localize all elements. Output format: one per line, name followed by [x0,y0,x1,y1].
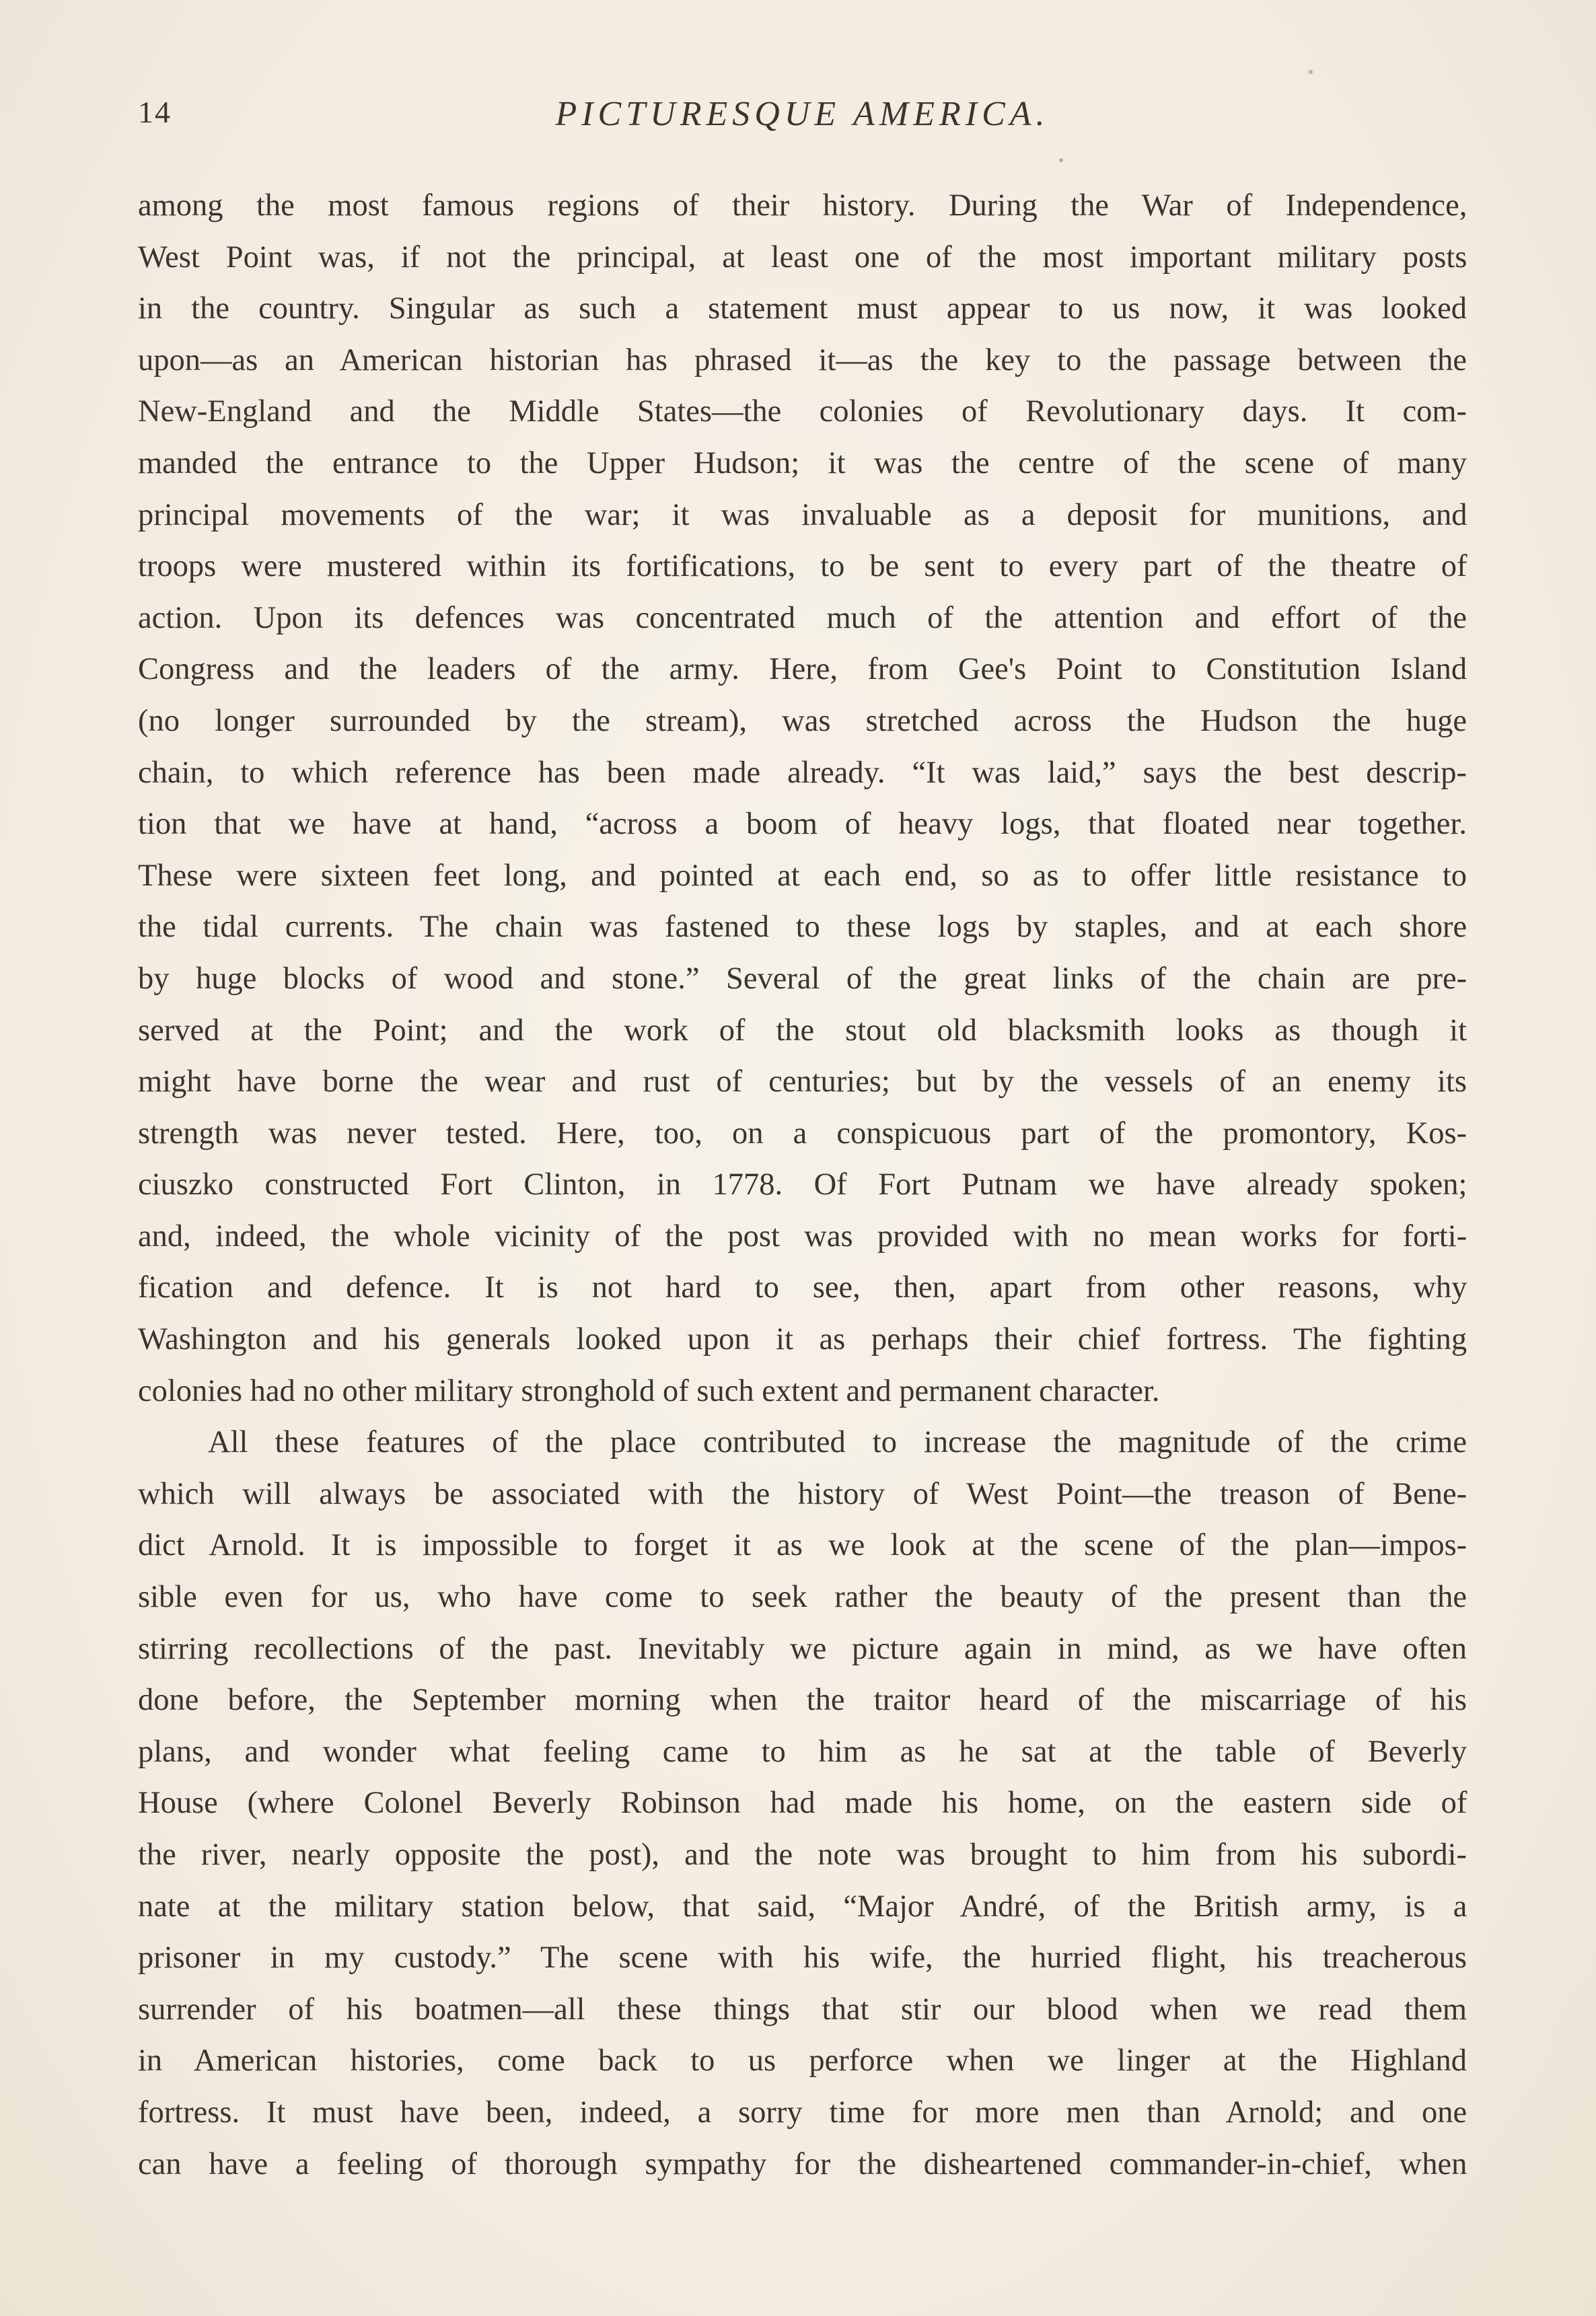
text-line: done before, the September morning when the traitor heard of the miscarriage of his [138,1683,1467,1718]
text-line: tion that we have at hand, “across a boom of heavy logs, that floated near together. [138,807,1467,842]
text-line: dict Arnold. It is impossible to forget it as we look at the scene of the plan—impos- [138,1528,1467,1563]
text-line: can have a feeling of thorough sympathy for the disheartened commander-in-chief, when [138,2146,1467,2181]
text-line: stirring recollections of the past. Inevitably we picture again in mind, as we have often [138,1631,1467,1666]
text-line: Congress and the leaders of the army. Here, from Gee's Point to Constitution Island [138,652,1467,687]
text-line: These were sixteen feet long, and pointed at each end, so as to offer little resistance to [138,858,1467,893]
text-line: (no longer surrounded by the stream), was stretched across the Hudson the huge [138,703,1467,738]
text-line: House (where Colonel Beverly Robinson had made his home, on the eastern side of [138,1786,1467,1821]
text-line: upon—as an American historian has phrased it—as the key to the passage between the [138,342,1467,377]
text-line: manded the entrance to the Upper Hudson; it was the centre of the scene of many [138,445,1467,480]
text-line: among the most famous regions of their history. During the War of Independence, [138,188,1467,223]
text-line: the river, nearly opposite the post), and the note was brought to him from his subordi- [138,1838,1467,1872]
text-line: troops were mustered within its fortifications, to be sent to every part of the theatre of [138,549,1467,584]
text-line: the tidal currents. The chain was fastened to these logs by staples, and at each shore [138,910,1467,945]
text-line: chain, to which reference has been made already. “It was laid,” says the best descrip- [138,755,1467,790]
ink-speck [1059,158,1063,162]
text-line: action. Upon its defences was concentrated much of the attention and effort of the [138,600,1467,635]
text-line: prisoner in my custody.” The scene with his wife, the hurried flight, his treacherous [138,1941,1467,1976]
text-line: All these features of the place contributed to increase the magnitude of the crime [208,1425,1467,1460]
text-line: New-England and the Middle States—the colonies of Revolutionary days. It com- [138,394,1467,429]
text-line: surrender of his boatmen—all these things that stir our blood when we read them [138,1992,1467,2027]
text-line: fortress. It must have been, indeed, a sorry time for more men than Arnold; and one [138,2095,1467,2130]
text-line: ciuszko constructed Fort Clinton, in 1778. Of Fort Putnam we have already spoken; [138,1167,1467,1202]
text-line: in American histories, come back to us perforce when we linger at the Highland [138,2043,1467,2078]
text-line: by huge blocks of wood and stone.” Several of the great links of the chain are pre- [138,961,1467,996]
text-line: Washington and his generals looked upon it as perhaps their chief fortress. The fighting [138,1322,1467,1357]
text-line: sible even for us, who have come to seek rather the beauty of the present than the [138,1580,1467,1615]
text-line: West Point was, if not the principal, at least one of the most important military posts [138,240,1467,275]
ink-speck [1309,70,1313,74]
text-line: principal movements of the war; it was invaluable as a deposit for munitions, and [138,497,1467,532]
page-header [138,94,1467,148]
text-line: fication and defence. It is not hard to see, then, apart from other reasons, why [138,1270,1467,1305]
text-line: nate at the military station below, that said, “Major André, of the British army, is a [138,1889,1467,1924]
paragraph-2 [138,1417,1467,2190]
text-line: and, indeed, the whole vicinity of the post was provided with no mean works for forti- [138,1219,1467,1254]
running-title: PICTURESQUE AMERICA. [555,95,1050,133]
text-line: served at the Point; and the work of the stout old blacksmith looks as though it [138,1013,1467,1048]
page-number: 14 [138,95,172,129]
text-line: colonies had no other military stronghold of such extent and permanent character. [138,1373,1160,1408]
text-line: might have borne the wear and rust of centuries; but by the vessels of an enemy its [138,1064,1467,1099]
paragraph-1 [138,180,1467,1417]
text-line: which will always be associated with the history of West Point—the treason of Bene- [138,1476,1467,1511]
body-text [138,180,1467,2190]
text-line: plans, and wonder what feeling came to him as he sat at the table of Beverly [138,1734,1467,1769]
text-line: in the country. Singular as such a statement must appear to us now, it was looked [138,291,1467,326]
text-line: strength was never tested. Here, too, on a conspicuous part of the promontory, Kos- [138,1116,1467,1151]
